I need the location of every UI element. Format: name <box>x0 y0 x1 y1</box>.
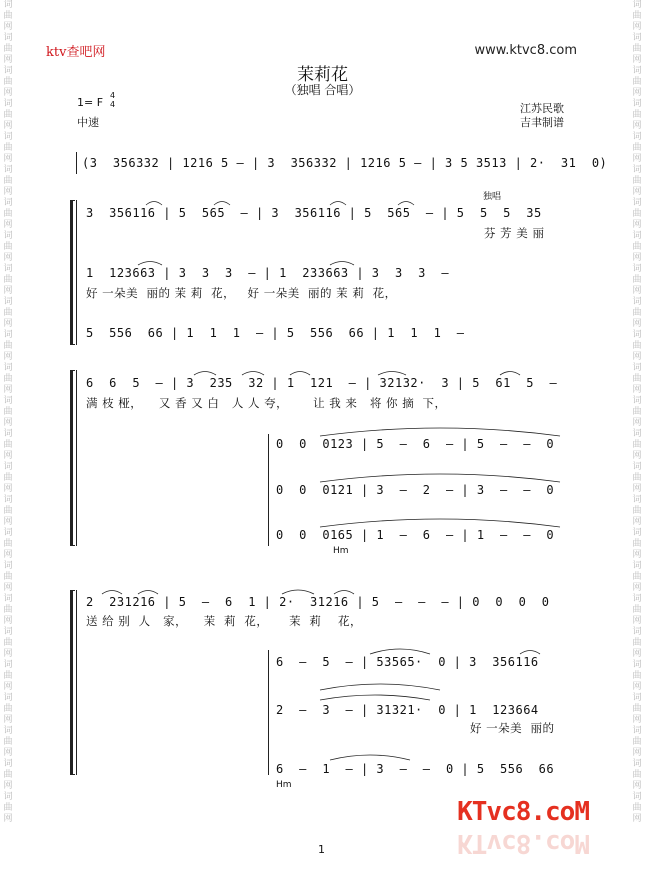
slur-mark <box>214 202 230 206</box>
slur-mark <box>330 202 346 206</box>
slur-mark <box>282 590 314 594</box>
hum-label: Hm <box>333 546 349 556</box>
side-watermark-right: 词曲网词曲网词曲网词曲网词曲网词曲网词曲网词曲网词曲网词曲网词曲网词曲网词曲网词曲网词曲网词曲网词曲网词曲网词曲网词曲网词曲网词曲网词曲网词曲网词曲网 <box>632 0 642 824</box>
time-signature-bottom: 4 <box>110 100 116 109</box>
slur-mark <box>290 372 310 376</box>
solo-label: 独唱 <box>483 192 502 202</box>
time-signature-top: 4 <box>110 91 116 100</box>
slur-mark <box>138 262 162 266</box>
site-url[interactable]: www.ktvc8.com <box>474 43 577 58</box>
slur-mark <box>500 372 520 376</box>
side-watermark-left: 词曲网词曲网词曲网词曲网词曲网词曲网词曲网词曲网词曲网词曲网词曲网词曲网词曲网词曲网词曲网词曲网词曲网词曲网词曲网词曲网词曲网词曲网词曲网词曲网词曲网 <box>3 0 13 824</box>
slur-mark <box>320 474 560 482</box>
slur-mark <box>320 519 560 527</box>
slur-mark <box>520 651 540 655</box>
site-logo[interactable]: ktv查吧网 <box>46 45 106 60</box>
staff-2-lyrics: 好 一朵美 丽的 茉 莉 花， 好 一朵美 丽的 茉 莉 花， <box>86 286 397 300</box>
slur-mark <box>398 202 414 206</box>
staff-3-notes: 5 556 66 | 1 1 1 – | 5 556 66 | 1 1 1 – <box>86 326 465 340</box>
slur-mark <box>378 372 406 376</box>
tempo-marking: 中速 <box>77 116 99 129</box>
brand-logo-reflection: KTvc8.coM <box>457 828 589 858</box>
slur-mark <box>242 372 264 376</box>
key-signature: 1= F <box>77 96 104 109</box>
staff-2-notes: 1 123663 | 3 3 3 – | 1 233663 | 3 3 3 – <box>86 266 450 280</box>
slur-mark <box>320 428 560 436</box>
staff-1-lyrics: 芬 芳 美 丽 <box>484 226 545 240</box>
staff-4-notes: 6 – 1 – | 3 – – 0 | 5 556 66 <box>276 762 555 776</box>
staff-3-notes: 2 – 3 – | 31321· 0 | 1 123664 <box>276 703 539 717</box>
staff-1-notes: 6 6 5 – | 3 235 32 | 1 121 – | 32132· 3 | 5 61 5 – <box>86 376 558 390</box>
slur-mark <box>146 202 162 206</box>
song-subtitle: （独唱 合唱） <box>284 83 361 97</box>
arranger: 吉聿制谱 <box>520 116 564 129</box>
staff-1-lyrics: 送 给 别 人 家， 茉 莉 花， 茉 莉 花， <box>86 614 363 628</box>
staff-2-notes: 6 – 5 – | 53565· 0 | 3 356116 <box>276 655 539 669</box>
intro-notes: (3 356332 | 1216 5 – | 3 356332 | 1216 5 – | 3 5 3513 | 2· 31 0) <box>82 156 608 170</box>
staff-3-notes: 0 0 0121 | 3 – 2 – | 3 – – 0 <box>276 483 555 497</box>
song-origin: 江苏民歌 <box>520 102 564 115</box>
hum-label: Hm <box>276 780 292 790</box>
slur-mark <box>334 591 354 595</box>
staff-3-lyrics: 好 一朵美 丽的 <box>470 721 555 735</box>
slur-mark <box>330 262 354 266</box>
staff-4-notes: 0 0 0165 | 1 – 6 – | 1 – – 0 <box>276 528 555 542</box>
staff-2-notes: 0 0 0123 | 5 – 6 – | 5 – – 0 <box>276 437 555 451</box>
slur-mark <box>370 649 430 654</box>
page-number: 1 <box>318 843 325 856</box>
staff-1-notes: 2 231216 | 5 – 6 1 | 2· 31216 | 5 – – – | 0 0 0 0 <box>86 595 550 609</box>
slur-mark <box>330 755 410 760</box>
slur-mark <box>320 695 430 700</box>
slur-mark <box>138 591 158 595</box>
brand-logo[interactable]: KTvc8.coM <box>457 797 589 827</box>
slur-mark <box>102 591 122 595</box>
song-title: 茉莉花 <box>297 65 348 85</box>
staff-1-lyrics: 满 枝 桠， 又 香 又 白 人 人 夸， 让 我 来 将 你 摘 下， <box>86 396 447 410</box>
slur-mark <box>194 372 216 376</box>
slur-mark <box>320 684 440 690</box>
staff-1-notes: 3 356116 | 5 565 – | 3 356116 | 5 565 – | 5 5 5 35 <box>86 206 542 220</box>
